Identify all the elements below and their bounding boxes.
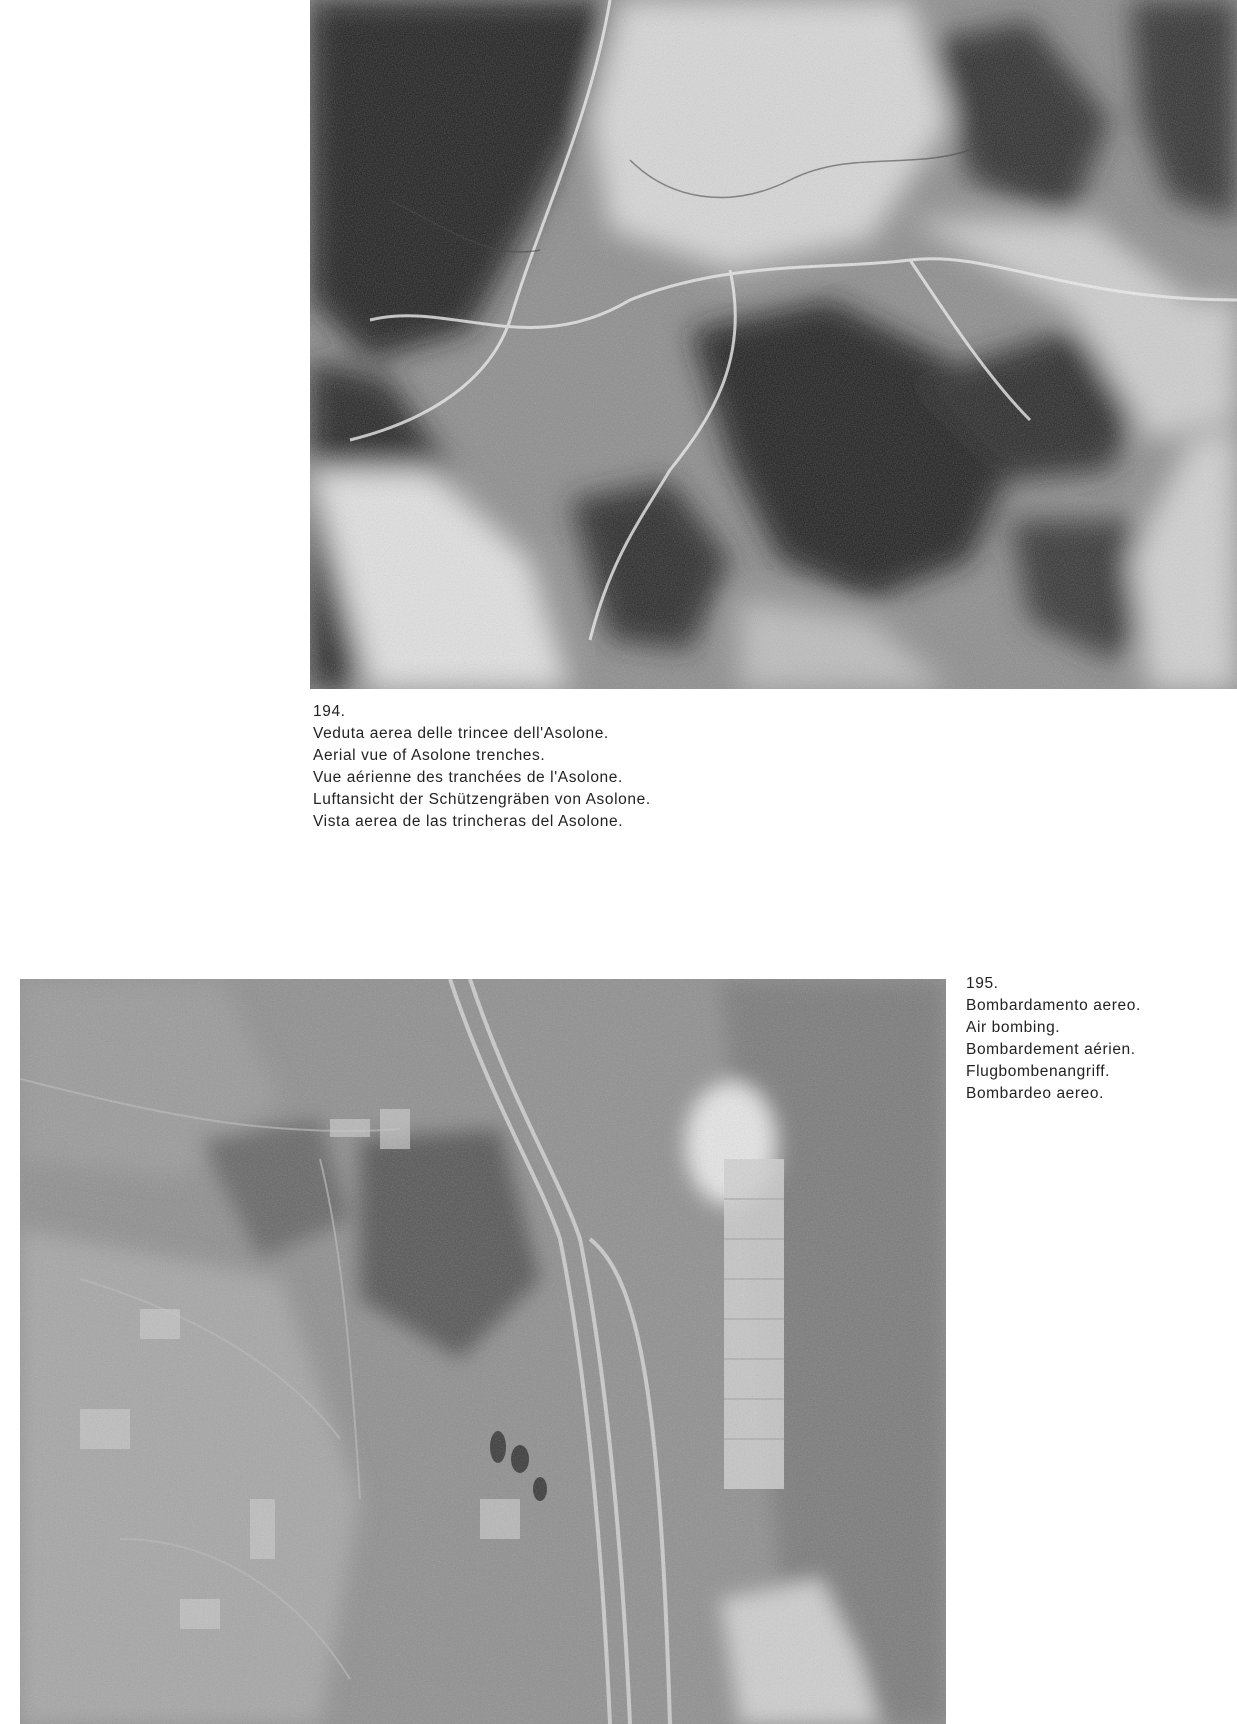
aerial-photo-asolone-trenches-image: [310, 0, 1237, 689]
caption-195-line-german: Flugbombenangriff.: [966, 1063, 1111, 1080]
caption-195-line-italian: Bombardamento aereo.: [966, 997, 1141, 1014]
aerial-photo-air-bombing-image: [20, 979, 946, 1724]
caption-194-line-spanish: Vista aerea de las trincheras del Asolone.: [313, 813, 624, 830]
caption-194-line-german: Luftansicht der Schützengräben von Asolone.: [313, 791, 651, 808]
figure-194-caption: [313, 701, 651, 833]
caption-194-line-french: Vue aérienne des tranchées de l'Asolone.: [313, 769, 623, 786]
caption-195-line-spanish: Bombardeo aereo.: [966, 1085, 1104, 1102]
aerial-photo-air-bombing: [20, 979, 946, 1724]
caption-194-line-italian: Veduta aerea delle trincee dell'Asolone.: [313, 725, 609, 742]
caption-195-line-french: Bombardement aérien.: [966, 1041, 1136, 1058]
figure-195-number: 195.: [966, 975, 999, 992]
caption-194-line-english: Aerial vue of Asolone trenches.: [313, 747, 546, 764]
figure-194-number: 194.: [313, 703, 346, 720]
figure-195-caption: [966, 973, 1141, 1105]
aerial-photo-asolone-trenches: [310, 0, 1237, 689]
caption-195-line-english: Air bombing.: [966, 1019, 1061, 1036]
